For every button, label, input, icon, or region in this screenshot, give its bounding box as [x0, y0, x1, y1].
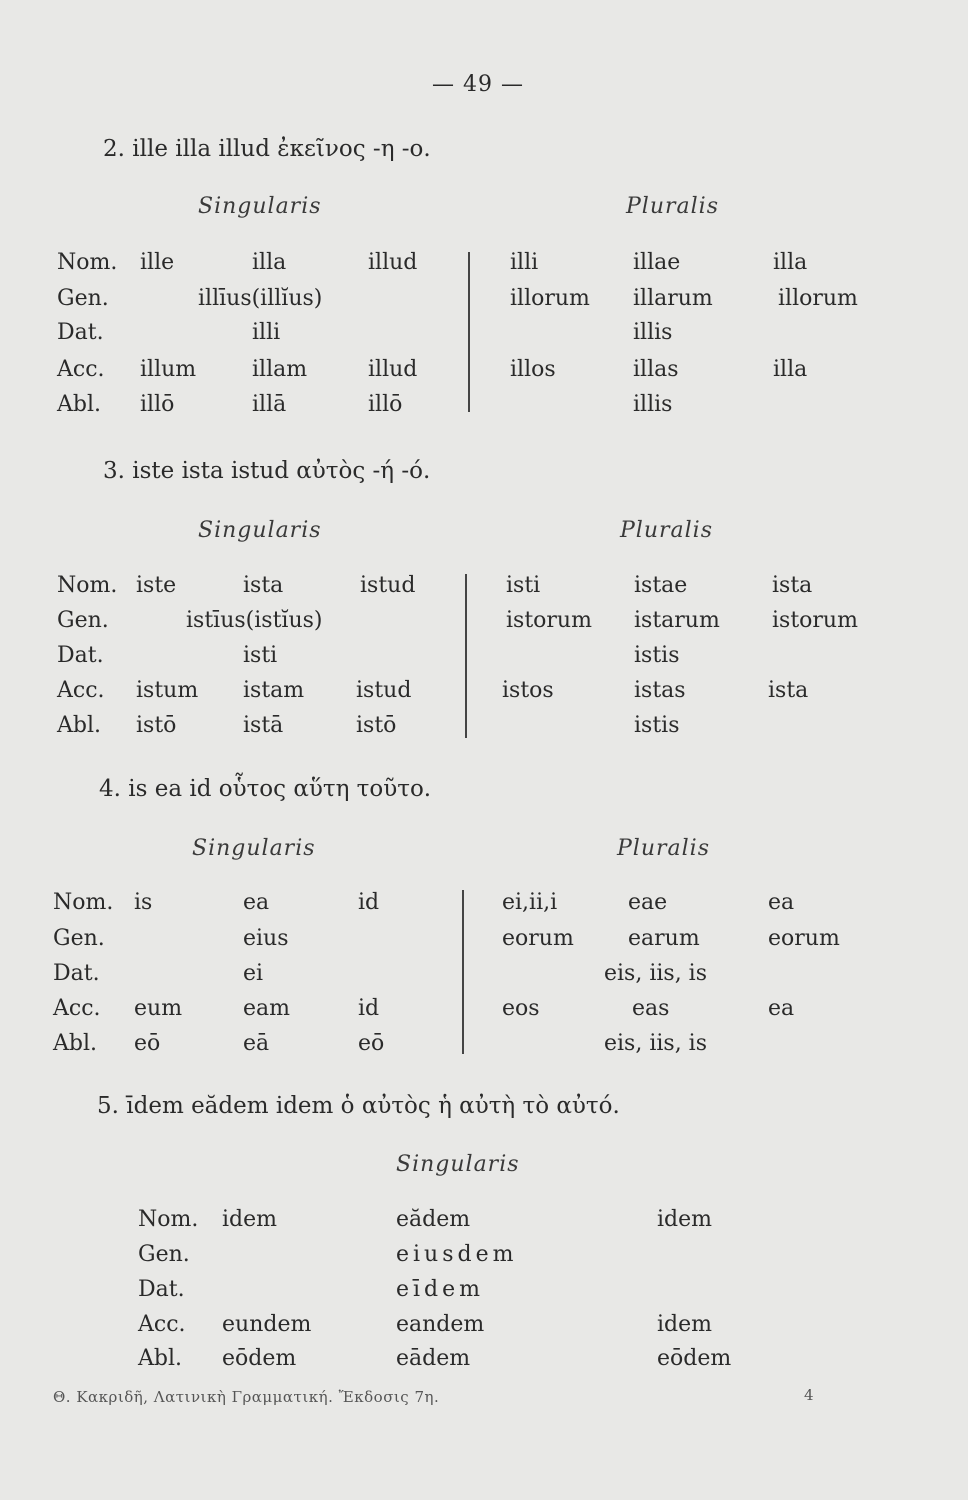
form-cell: ista	[772, 573, 813, 598]
plural-label-ille: Pluralis	[626, 194, 720, 219]
form-cell-merged: illis	[633, 320, 673, 345]
case-label: Acc.	[57, 678, 105, 703]
form-cell: istorum	[506, 608, 592, 633]
case-label: Dat.	[57, 320, 104, 345]
form-cell: eō	[134, 1031, 161, 1056]
case-label: Abl.	[57, 392, 101, 417]
form-cell: illum	[140, 357, 197, 382]
form-cell: istarum	[634, 608, 720, 633]
form-cell: eandem	[396, 1312, 485, 1337]
form-cell: ea	[768, 890, 795, 915]
form-cell: eōdem	[222, 1346, 297, 1371]
form-cell-merged: illi	[252, 320, 281, 345]
case-label: Gen.	[57, 286, 109, 311]
form-cell: ei,ii,i	[502, 890, 558, 915]
form-cell-merged: ei	[243, 961, 264, 986]
form-cell: earum	[628, 926, 700, 951]
section-heading-idem: 5. īdem eădem idem ὁ αὐτὸς ἡ αὐτὴ τὸ αὐτό.	[97, 1093, 620, 1119]
form-cell: idem	[222, 1207, 277, 1232]
form-cell: ista	[768, 678, 809, 703]
form-cell: eā	[243, 1031, 270, 1056]
form-cell: illō	[140, 392, 175, 417]
section-heading-is: 4. is ea id οὗτος αὕτη τοῦτο.	[99, 776, 432, 802]
form-cell: eorum	[768, 926, 840, 951]
form-cell: illae	[633, 250, 681, 275]
form-cell: illorum	[778, 286, 858, 311]
footer-citation: Θ. Κακριδῆ, Λατινικὴ Γραμματική. Ἔκδοσις 7η.	[53, 1388, 440, 1406]
form-cell: eos	[502, 996, 540, 1021]
section-heading-ille: 2. ille illa illud ἐκεῖνος -η -ο.	[103, 136, 431, 162]
case-label: Dat.	[53, 961, 100, 986]
form-cell: istae	[634, 573, 688, 598]
case-label: Nom.	[53, 890, 114, 915]
case-label: Abl.	[53, 1031, 97, 1056]
form-cell: eō	[358, 1031, 385, 1056]
form-cell: isti	[506, 573, 541, 598]
column-divider	[462, 890, 464, 1054]
case-label: Gen.	[57, 608, 109, 633]
form-cell-merged: eiusdem	[396, 1242, 518, 1267]
case-label: Nom.	[57, 573, 118, 598]
form-cell: iste	[136, 573, 177, 598]
form-cell: istam	[243, 678, 305, 703]
form-cell: eundem	[222, 1312, 312, 1337]
case-label: Dat.	[57, 643, 104, 668]
case-label: Gen.	[53, 926, 105, 951]
form-cell: ista	[243, 573, 284, 598]
form-cell: istorum	[772, 608, 858, 633]
form-cell: istā	[243, 713, 284, 738]
form-cell: id	[358, 996, 380, 1021]
form-cell: id	[358, 890, 380, 915]
form-cell: istos	[502, 678, 554, 703]
form-cell: istud	[356, 678, 412, 703]
form-cell-merged: istīus(istĭus)	[186, 608, 323, 633]
form-cell: illarum	[633, 286, 713, 311]
form-cell-merged: istis	[634, 713, 680, 738]
case-label: Nom.	[138, 1207, 199, 1232]
form-cell: idem	[657, 1207, 712, 1232]
form-cell-merged: eis, iis, is	[604, 961, 708, 986]
form-cell: illi	[510, 250, 539, 275]
form-cell: idem	[657, 1312, 712, 1337]
singular-label-idem: Singularis	[396, 1152, 520, 1177]
form-cell: eōdem	[657, 1346, 732, 1371]
form-cell: eādem	[396, 1346, 471, 1371]
form-cell-merged: eīdem	[396, 1277, 485, 1302]
form-cell: illud	[368, 357, 418, 382]
form-cell: istud	[360, 573, 416, 598]
case-label: Dat.	[138, 1277, 185, 1302]
form-cell-merged: eius	[243, 926, 289, 951]
form-cell-merged: eis, iis, is	[604, 1031, 708, 1056]
form-cell-merged: illīus(illĭus)	[198, 286, 323, 311]
case-label: Acc.	[138, 1312, 186, 1337]
page-number: — 49 —	[432, 72, 524, 97]
form-cell-merged: isti	[243, 643, 278, 668]
form-cell-merged: istis	[634, 643, 680, 668]
form-cell: is	[134, 890, 153, 915]
singular-label-iste: Singularis	[198, 518, 322, 543]
form-cell: istō	[136, 713, 177, 738]
form-cell: ea	[768, 996, 795, 1021]
form-cell: eădem	[396, 1207, 471, 1232]
form-cell: illorum	[510, 286, 590, 311]
form-cell: illam	[252, 357, 308, 382]
form-cell: eorum	[502, 926, 574, 951]
sheet-number: 4	[804, 1386, 815, 1404]
plural-label-iste: Pluralis	[620, 518, 714, 543]
section-heading-iste: 3. iste ista istud αὐτὸς -ή -ό.	[103, 458, 431, 484]
column-divider	[468, 252, 470, 412]
form-cell: illud	[368, 250, 418, 275]
singular-label-is: Singularis	[192, 836, 316, 861]
form-cell: illā	[252, 392, 287, 417]
case-label: Abl.	[57, 713, 101, 738]
case-label: Gen.	[138, 1242, 190, 1267]
plural-label-is: Pluralis	[617, 836, 711, 861]
singular-label-ille: Singularis	[198, 194, 322, 219]
form-cell: illa	[773, 357, 808, 382]
form-cell: eum	[134, 996, 183, 1021]
form-cell: istō	[356, 713, 397, 738]
form-cell: eam	[243, 996, 290, 1021]
form-cell: eas	[632, 996, 670, 1021]
form-cell: illa	[773, 250, 808, 275]
form-cell: illō	[368, 392, 403, 417]
form-cell: ea	[243, 890, 270, 915]
form-cell: illa	[252, 250, 287, 275]
form-cell: ille	[140, 250, 175, 275]
column-divider	[465, 574, 467, 738]
form-cell: illas	[633, 357, 679, 382]
case-label: Acc.	[57, 357, 105, 382]
form-cell: eae	[628, 890, 668, 915]
form-cell-merged: illis	[633, 392, 673, 417]
case-label: Abl.	[138, 1346, 182, 1371]
form-cell: istas	[634, 678, 686, 703]
case-label: Nom.	[57, 250, 118, 275]
form-cell: illos	[510, 357, 556, 382]
case-label: Acc.	[53, 996, 101, 1021]
form-cell: istum	[136, 678, 199, 703]
